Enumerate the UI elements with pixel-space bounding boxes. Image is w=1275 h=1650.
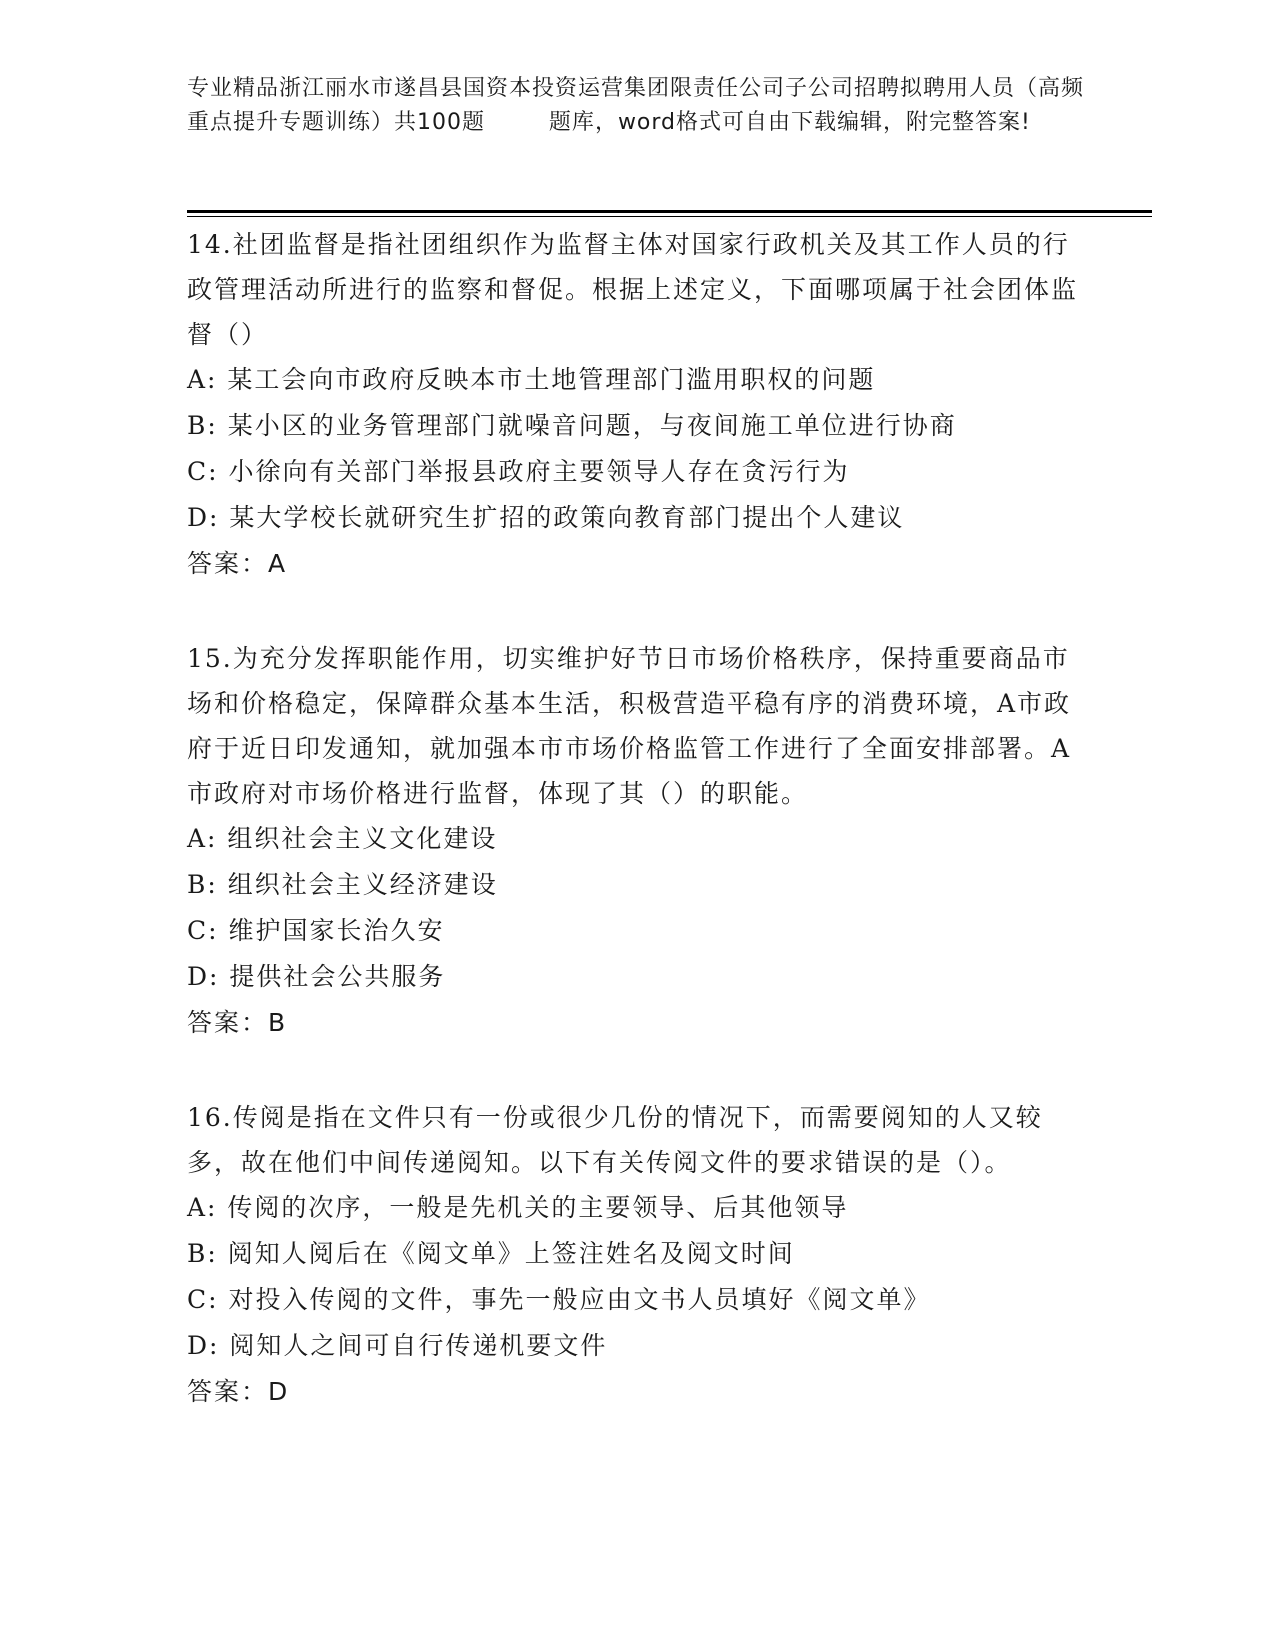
option-c: C: 维护国家长治久安: [187, 916, 445, 945]
option-a: A: 传阅的次序，一般是先机关的主要领导、后其他领导: [187, 1193, 849, 1222]
question-text: 16.传阅是指在文件只有一份或很少几份的情况下，而需要阅知的人又较多，故在他们中间传递阅知。以下有关传阅文件的要求错误的是（）。: [187, 1103, 1043, 1177]
option-a: A: 组织社会主义文化建设: [187, 824, 498, 853]
question-text: 15.为充分发挥职能作用，切实维护好节日市场价格秩序，保持重要商品市场和价格稳定，保障群众基本生活，积极营造平稳有序的消费环境，A市政府于近日印发通知，就加强本市市场价格监管工作进行了全面安排部署。A市政府对市场价格进行监督，体现了其（）的职能。: [187, 644, 1072, 808]
option-d: D: 阅知人之间可自行传递机要文件: [187, 1331, 608, 1360]
answer-line: 答案：D: [187, 1377, 290, 1406]
option-d: D: 某大学校长就研究生扩招的政策向教育部门提出个人建议: [187, 503, 905, 532]
option-b: B: 阅知人阅后在《阅文单》上签注姓名及阅文时间: [187, 1239, 795, 1268]
option-c: C: 小徐向有关部门举报县政府主要领导人存在贪污行为: [187, 457, 850, 486]
question-text: 14.社团监督是指社团组织作为监督主体对国家行政机关及其工作人员的行政管理活动所进行的监察和督促。根据上述定义，下面哪项属于社会团体监督（）: [187, 230, 1079, 349]
option-b: B: 组织社会主义经济建设: [187, 870, 498, 899]
answer-line: 答案：A: [187, 549, 288, 578]
question-15: [187, 636, 1087, 1046]
document-header: 专业精品浙江丽水市遂昌县国资本投资运营集团限责任公司子公司招聘拟聘用人员（高频重点提升专题训练）共100题 题库，word格式可自由下载编辑，附完整答案!: [187, 76, 1085, 135]
option-b: B: 某小区的业务管理部门就噪音问题，与夜间施工单位进行协商: [187, 411, 957, 440]
question-14: [187, 222, 1087, 587]
header-rule-thick: [187, 210, 1152, 213]
question-16: [187, 1095, 1087, 1415]
answer-line: 答案：B: [187, 1008, 288, 1037]
header-rule-thin: [187, 216, 1152, 217]
option-d: D: 提供社会公共服务: [187, 962, 446, 991]
question-list: [187, 222, 1087, 1464]
option-a: A: 某工会向市政府反映本市土地管理部门滥用职权的问题: [187, 365, 876, 394]
option-c: C: 对投入传阅的文件，事先一般应由文书人员填好《阅文单》: [187, 1285, 931, 1314]
